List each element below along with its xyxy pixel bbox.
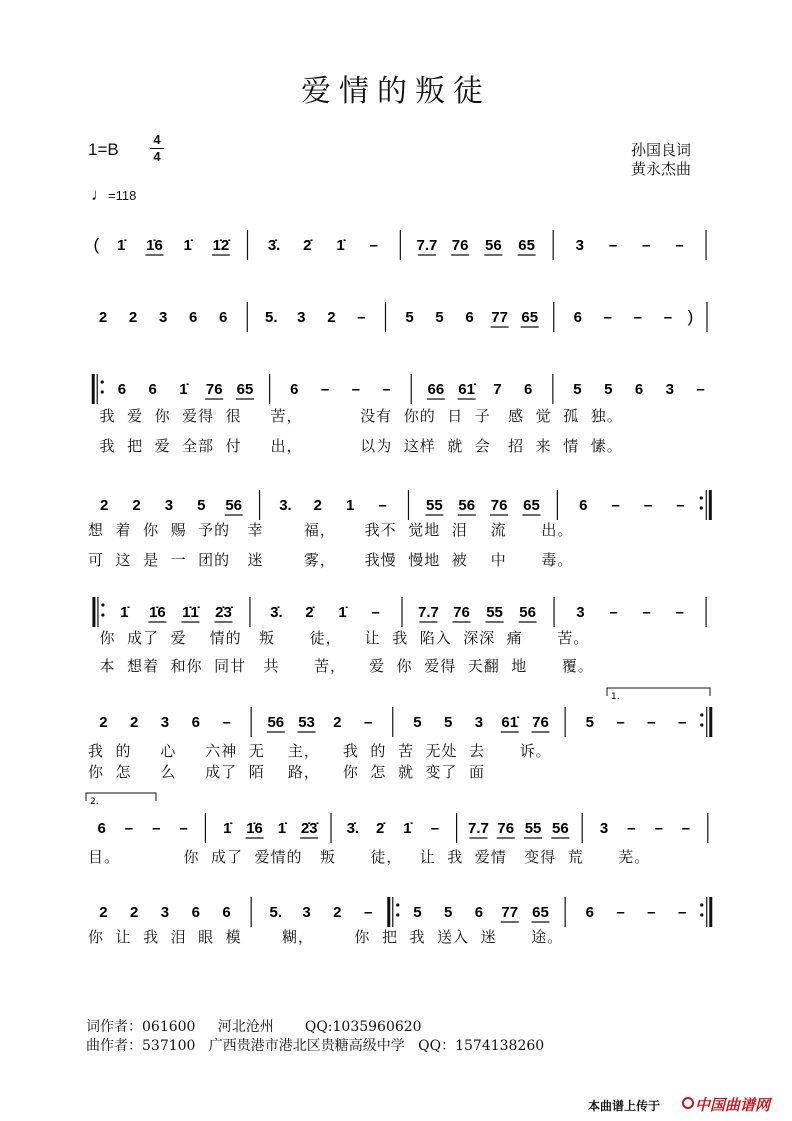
note: 76 <box>497 820 515 837</box>
note: – <box>152 820 161 837</box>
note: 3 <box>164 497 174 514</box>
note: – <box>363 904 373 921</box>
lyric-line: 可 这 是 一 团的 迷 雾， 我慢 慢地 被 中 毒。 <box>88 551 574 569</box>
note: 3. <box>279 497 292 514</box>
note: 5 <box>197 497 206 514</box>
note: 2̇3̇ <box>215 604 232 621</box>
note: – <box>611 497 620 514</box>
note: 2 <box>333 904 342 921</box>
note: ( <box>93 235 100 254</box>
note: 6 <box>219 309 228 326</box>
note: 76 <box>532 714 549 731</box>
note: 56 <box>485 237 502 254</box>
note: 3 <box>297 309 306 326</box>
note: 55 <box>524 820 542 837</box>
lyric-line: 本 想着 和你 同甘 共 苦， 爱 你 爱得 天翻 地 覆。 <box>88 657 594 675</box>
note: 6 <box>148 381 157 398</box>
note: 2 <box>333 714 342 731</box>
note: 7.7 <box>416 237 438 254</box>
time-signature-bottom: 4 <box>153 149 161 164</box>
note: 5 <box>604 381 613 398</box>
note: – <box>681 820 691 837</box>
note: 65 <box>518 237 535 254</box>
note: 1̇6 <box>246 820 263 837</box>
note: 3̇. <box>270 604 283 621</box>
note: 77 <box>501 904 519 921</box>
note: 2 <box>98 309 108 326</box>
note: 2 <box>128 309 138 326</box>
lyric-line: 你 成了 爱 情的 叛 徒， 让 我 陷入 深深 痛 苦。 <box>88 629 590 647</box>
note: 3̇. <box>346 820 360 837</box>
note: 7 <box>493 381 502 398</box>
note: 2 <box>100 497 109 514</box>
note: 6 <box>191 904 200 921</box>
page-title: 爱情的叛徒 <box>301 74 491 109</box>
note: 65 <box>521 309 539 326</box>
note: 3 <box>160 904 170 921</box>
note: 1̇6 <box>149 604 166 621</box>
note: 6 <box>634 381 644 398</box>
note: 5 <box>444 714 453 731</box>
note: – <box>647 904 656 921</box>
note: 1̇ <box>338 604 347 621</box>
note: 5 <box>413 904 422 921</box>
note: – <box>616 904 625 921</box>
note: 3 <box>158 309 168 326</box>
note: 6 <box>585 904 594 921</box>
note: 5 <box>573 381 582 398</box>
note: – <box>320 381 330 398</box>
note: 6 <box>222 904 231 921</box>
note: 1̇ <box>277 820 287 837</box>
time-signature-top: 4 <box>153 132 161 147</box>
note: 2 <box>130 714 139 731</box>
lyric-line: 我 爱 你 爱得 很 苦， 没有 你的 日 子 感 觉 孤 独。 <box>88 407 623 425</box>
note: 65 <box>532 904 549 921</box>
note: 2̇ <box>303 237 312 254</box>
note: – <box>369 237 378 254</box>
note: – <box>179 820 188 837</box>
note: 3 <box>575 237 584 254</box>
note: 1̇ <box>183 237 192 254</box>
note: 1 <box>346 497 355 514</box>
note: – <box>654 820 663 837</box>
note: 5. <box>269 904 283 921</box>
volta-first-label: 1. <box>611 692 620 702</box>
note: 61̇ <box>458 381 475 398</box>
note: 2̇ <box>305 604 314 621</box>
volta-first-bracket <box>607 688 710 696</box>
note: 6 <box>117 381 127 398</box>
bar-line <box>94 597 105 627</box>
note: 2 <box>99 904 108 921</box>
note: 3̇. <box>267 237 281 254</box>
note: 6 <box>188 309 198 326</box>
note: – <box>676 497 685 514</box>
note: 1̇ <box>336 237 345 254</box>
note: – <box>643 497 653 514</box>
note: 3 <box>665 381 674 398</box>
bar-line <box>700 897 711 927</box>
note: – <box>371 604 380 621</box>
brand-logo-icon <box>682 1097 694 1109</box>
key-signature: 1=B <box>88 140 119 159</box>
note: 56 <box>552 820 569 837</box>
note: 1̇ <box>179 381 188 398</box>
note: 65 <box>236 381 254 398</box>
note: – <box>124 820 134 837</box>
lyricist-credit: 孙国良词 <box>631 141 692 159</box>
bar-line <box>93 374 104 404</box>
note: – <box>642 604 651 621</box>
lyric-line: 你 让 我 泪 眼 模 糊， 你 把 我 送入 迷 途。 <box>88 928 564 946</box>
note: – <box>222 714 231 731</box>
brand-logo: 中国曲谱网 <box>695 1096 771 1114</box>
note: 1̇ <box>223 820 232 837</box>
note: 6 <box>474 904 484 921</box>
note: 2 <box>132 497 141 514</box>
note: 65 <box>523 497 540 514</box>
upload-note: 本曲谱上传于 <box>588 1099 661 1113</box>
bar-line <box>700 490 711 520</box>
note: 7.7 <box>468 820 489 837</box>
footer-composer-info: 曲作者：537100 广西贵港市港北区贵糖高级中学 QQ：1574138260 <box>86 1038 545 1054</box>
note: 2 <box>130 904 139 921</box>
composer-credit: 黄永杰曲 <box>631 160 692 178</box>
note: – <box>633 309 643 326</box>
note: 6 <box>524 381 533 398</box>
note: 6 <box>579 497 588 514</box>
note: 6 <box>191 714 200 731</box>
note: – <box>378 497 387 514</box>
note: 2 <box>327 309 336 326</box>
note: 5 <box>435 309 444 326</box>
note: 2 <box>313 497 323 514</box>
note: 56 <box>519 604 536 621</box>
volta-second-label: 2. <box>90 797 99 807</box>
lyric-line: 目。 你 成了 爱情的 叛 徒， 让 我 爱情 变得 荒 芜。 <box>88 848 651 866</box>
note: 5 <box>413 714 422 731</box>
note: 77 <box>491 309 508 326</box>
note: 7.7 <box>418 604 439 621</box>
note: 2 <box>99 714 108 731</box>
lyric-line: 我 把 爱 全部 付 出， 以为 这样 就 会 招 来 情 愫。 <box>88 437 623 455</box>
note: – <box>677 904 687 921</box>
note: – <box>642 237 651 254</box>
note: 1̇ <box>117 237 126 254</box>
note: – <box>647 714 656 731</box>
note: 61̇ <box>501 714 519 731</box>
note: 3 <box>599 820 609 837</box>
note: 3 <box>576 604 585 621</box>
note: 56 <box>267 714 285 731</box>
note: 66 <box>427 381 445 398</box>
note: – <box>675 237 684 254</box>
note: – <box>675 604 684 621</box>
note: – <box>430 820 439 837</box>
note: – <box>616 714 625 731</box>
note: – <box>357 309 366 326</box>
note: 5 <box>405 309 414 326</box>
note: 5. <box>265 309 278 326</box>
note: 3 <box>474 714 484 731</box>
note: 76 <box>453 604 470 621</box>
note: 5 <box>444 904 453 921</box>
note: 56 <box>225 497 243 514</box>
note: – <box>696 381 705 398</box>
note: – <box>677 714 687 731</box>
note: – <box>382 381 391 398</box>
note: – <box>603 309 612 326</box>
bar-line <box>700 707 711 737</box>
note: 55 <box>426 497 443 514</box>
note: 1̇2̇ <box>212 237 230 254</box>
bar-line <box>389 897 400 927</box>
lyric-line: 你 怎 么 成了 陌 路， 你 怎 就 变了 面 <box>88 763 486 781</box>
note: 6 <box>97 820 106 837</box>
note: 76 <box>490 497 508 514</box>
note: 76 <box>205 381 223 398</box>
tempo-value: =118 <box>108 188 137 203</box>
note: 53 <box>298 714 315 731</box>
note: 3 <box>160 714 170 731</box>
quarter-note-icon: ♩ <box>91 185 108 204</box>
note: 1̇ <box>403 820 412 837</box>
note: 1̇ <box>120 604 129 621</box>
note: – <box>627 820 636 837</box>
note: – <box>609 604 618 621</box>
note: 1̇6 <box>146 237 163 254</box>
lyric-line: 我 的 心 六神 无 主， 我 的 苦 无处 去 诉。 <box>88 742 552 760</box>
note: – <box>351 381 360 398</box>
note: 1̇1̇ <box>182 604 199 621</box>
note: 6 <box>465 309 474 326</box>
note: ) <box>687 307 694 326</box>
footer-lyricist-info: 词作者：061600 河北沧州 QQ:1035960620 <box>86 1019 422 1035</box>
note: – <box>608 237 618 254</box>
note: 6 <box>573 309 582 326</box>
note: 3 <box>302 904 311 921</box>
note: 2̇3̇ <box>300 820 318 837</box>
note: 2̇ <box>375 820 385 837</box>
note: 56 <box>458 497 476 514</box>
note: 76 <box>451 237 469 254</box>
note: 55 <box>486 604 503 621</box>
note: 5 <box>585 714 594 731</box>
lyric-line: 想 着 你 赐 予的 幸 福， 我不 觉地 泪 流 出。 <box>88 521 574 539</box>
note: – <box>363 714 373 731</box>
note: 6 <box>290 381 299 398</box>
note: – <box>663 309 673 326</box>
